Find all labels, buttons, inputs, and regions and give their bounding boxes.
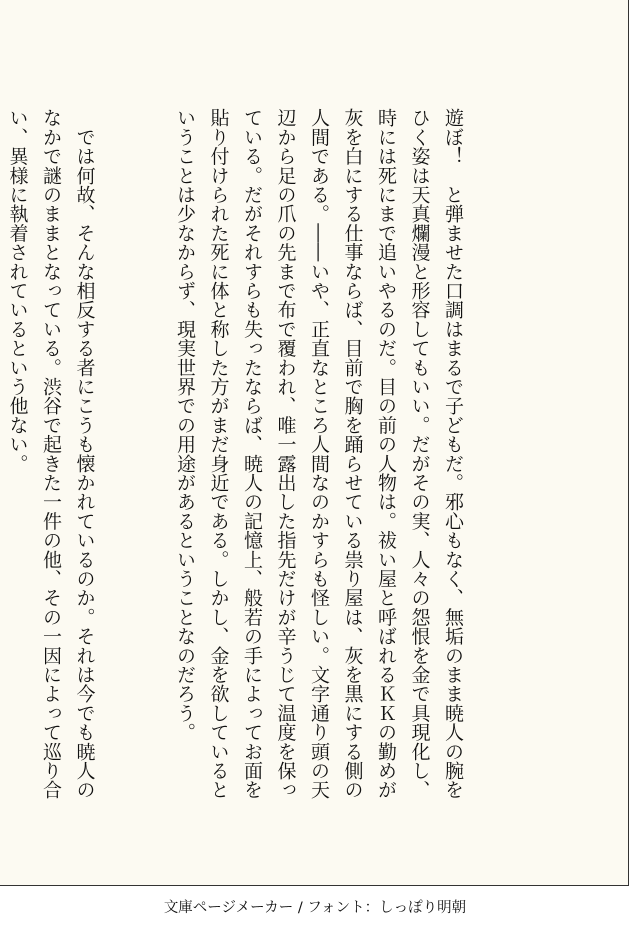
footer-credit: 文庫ページメーカー / フォント：しっぽり明朝 xyxy=(163,900,467,916)
paragraph: 遊ぼ！ と弾ませた口調はまるで子どもだ。邪心もなく、無垢のまま暁人の腕をひく姿は天真爛漫と形容してもいい。だがその実、人々の怨恨を金で具現化し、時には死にまで追いやるのだ。目の前の人物は。祓い屋と呼ばれるＫＫの勤めが灰を白にする仕事ならば、目前で胸を踊らせている祟り屋は、灰を黒にする側の人間である。――いや、正直なところ人間なのかすらも怪しい。文字通り頭の天辺から足の爪の先まで布で覆われ、唯一露出した指先だけが辛うじて温度を保っている。だがそれすらも失ったならば、暁人の記憶上、般若の手によってお面を貼り付けられた死に体と称した方がまだ身近である。しかし、金を欲しているということは少なからず、現実世界での用途があるということなのだろう。 xyxy=(174,108,464,800)
vertical-text-body xyxy=(0,108,536,818)
paragraph: では何故、そんな相反する者にこうも懐かれているのか。それは今でも暁人のなかで謎のままとなっている。渋谷で起きた一件の他、その一因によって巡り合い、異様に執着されているという他ない。 xyxy=(6,108,96,800)
